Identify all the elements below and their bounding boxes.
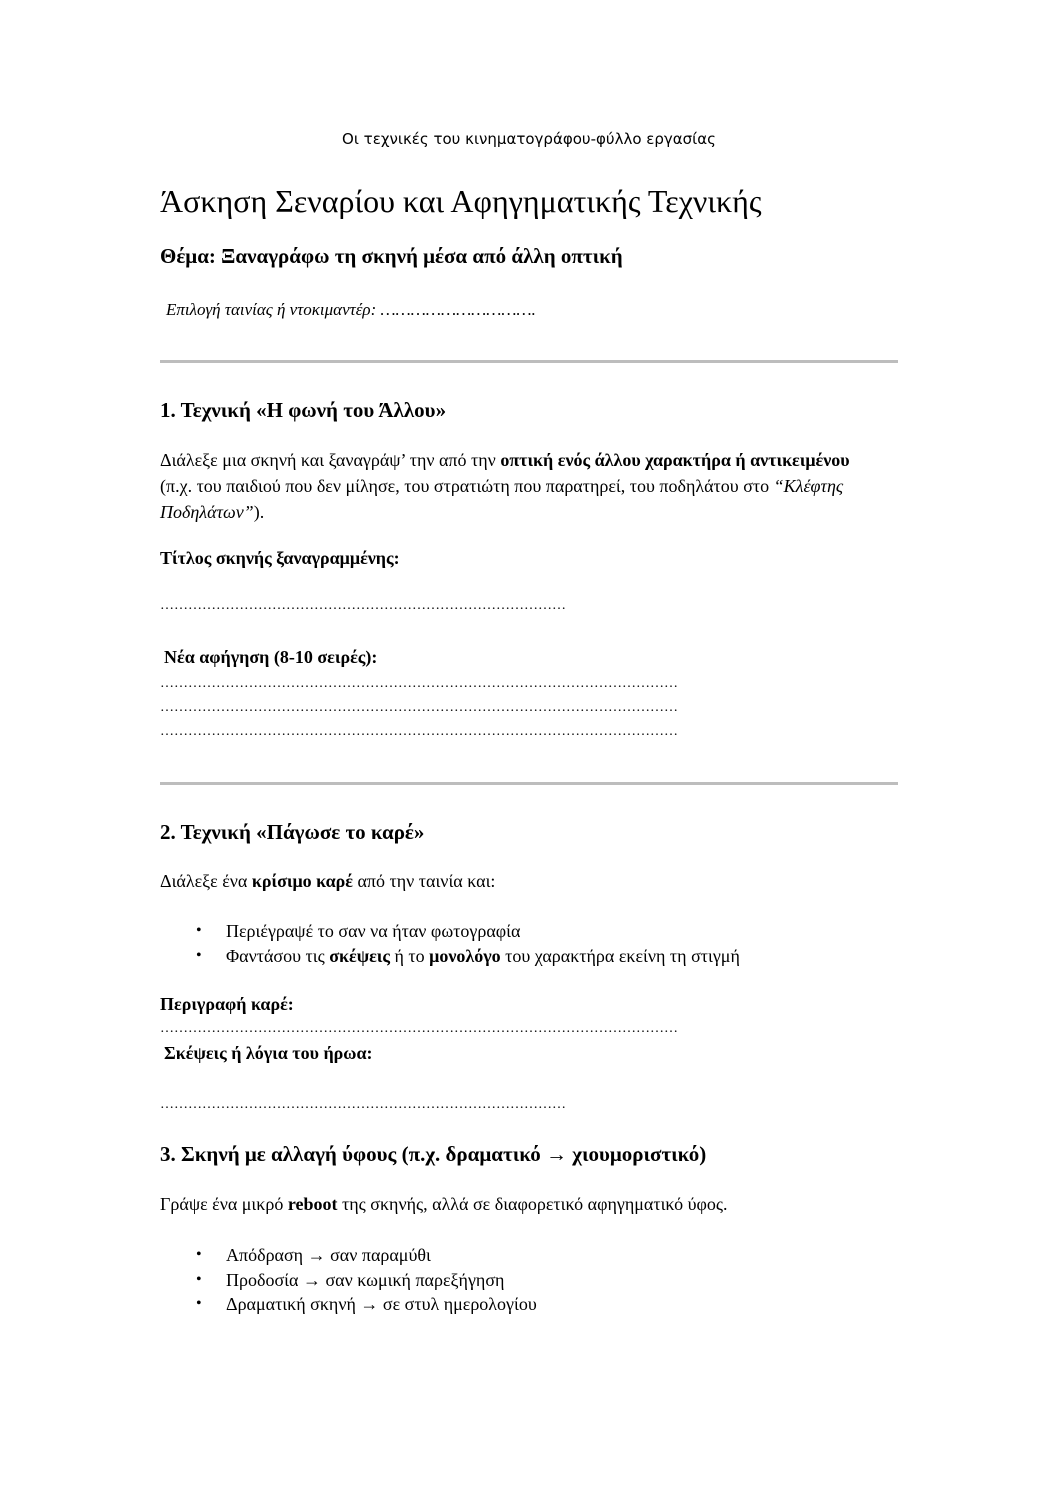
- list-item: • Περιέγραψέ το σαν να ήταν φωτογραφία: [190, 919, 740, 944]
- bullet-icon: •: [196, 1246, 202, 1263]
- list-item: • Προδοσία → σαν κωμική παρεξήγηση: [190, 1268, 537, 1293]
- hero-thoughts-answer-line[interactable]: ……………………………………………………………………………: [160, 1097, 566, 1112]
- section-2-instructions: Διάλεξε ένα κρίσιμο καρέ από την ταινία και:: [160, 871, 496, 891]
- bullet-icon: •: [196, 1270, 202, 1288]
- bullet-icon: •: [196, 1295, 202, 1312]
- section-1-heading: 1. Τεχνική «Η φωνή του Άλλου»: [160, 398, 447, 422]
- list-item: • Απόδραση → σαν παραμύθι: [190, 1243, 537, 1268]
- section-1-instructions: Διάλεξε μια σκηνή και ξαναγράψ’ την από την οπτική ενός άλλου χαρακτήρα ή αντικειμένου (π.χ. του παιδιού που δεν μίλησε, του στρατιώτη που παρατηρεί, του ποδηλάτου στο “Κλέφτης Ποδηλάτων”).: [160, 450, 850, 522]
- topic-subtitle: Θέμα: Ξαναγράφω τη σκηνή μέσα από άλλη οπτική: [160, 244, 623, 268]
- narration-answer-line[interactable]: …………………………………………………………………………………………………: [160, 700, 678, 715]
- film-choice-field: Επιλογή ταινίας ή ντοκιμαντέρ: ………………………….: [166, 300, 536, 319]
- hero-thoughts-label: Σκέψεις ή λόγια του ήρωα:: [164, 1043, 373, 1063]
- section-2-bullet-list: [190, 919, 740, 968]
- section-3-heading: 3. Σκηνή με αλλαγή ύφους (π.χ. δραματικό → χιουμοριστικό): [160, 1142, 707, 1166]
- scene-title-answer-line[interactable]: ……………………………………………………………………………: [160, 598, 566, 613]
- divider-1: [160, 360, 898, 363]
- new-narration-label: Νέα αφήγηση (8-10 σειρές):: [164, 647, 378, 667]
- bullet-icon: •: [196, 946, 202, 964]
- film-reference: “Κλέφτης Ποδηλάτων”: [160, 476, 844, 522]
- divider-2: [160, 782, 898, 785]
- section-1-emphasis: οπτική ενός άλλου χαρακτήρα ή αντικειμένου: [500, 450, 850, 470]
- frame-description-answer-line[interactable]: …………………………………………………………………………………………………: [160, 1021, 678, 1036]
- page-title: Άσκηση Σεναρίου και Αφηγηματικής Τεχνικής: [160, 183, 762, 219]
- scene-title-label: Τίτλος σκηνής ξαναγραμμένης:: [160, 548, 400, 568]
- section-2-heading: 2. Τεχνική «Πάγωσε το καρέ»: [160, 820, 425, 844]
- bullet-icon: •: [196, 922, 202, 939]
- list-item: • Δραματική σκηνή → σε στυλ ημερολογίου: [190, 1292, 537, 1317]
- frame-description-label: Περιγραφή καρέ:: [160, 994, 294, 1014]
- section-3-instructions: Γράψε ένα μικρό reboot της σκηνής, αλλά σε διαφορετικό αφηγηματικό ύφος.: [160, 1194, 728, 1214]
- section-2-emphasis: κρίσιμο καρέ: [251, 871, 353, 891]
- section-3-bullet-list: [190, 1243, 537, 1317]
- reboot-emphasis: reboot: [287, 1194, 338, 1214]
- list-item: • Φαντάσου τις σκέψεις ή το μονολόγο του χαρακτήρα εκείνη τη στιγμή: [190, 944, 740, 969]
- page-header: Οι τεχνικές του κινηματογράφου-φύλλο εργασίας: [342, 130, 716, 148]
- narration-answer-line[interactable]: …………………………………………………………………………………………………: [160, 676, 678, 691]
- narration-answer-line[interactable]: …………………………………………………………………………………………………: [160, 724, 678, 739]
